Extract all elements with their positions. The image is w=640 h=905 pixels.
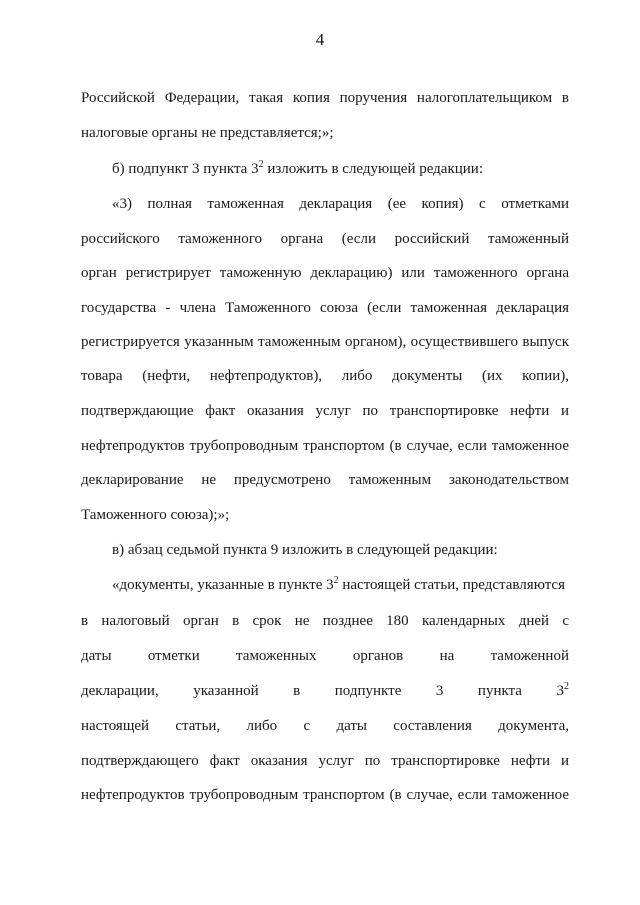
- text-line: орган регистрирует таможенную декларацию) или таможенного органа: [81, 265, 569, 281]
- text-line: в налоговый орган в срок не позднее 180 календарных дней с: [81, 613, 569, 629]
- text-line: нефтепродуктов трубопроводным транспортом (в случае, если таможенное: [81, 787, 569, 803]
- text-line: государства - члена Таможенного союза (если таможенная декларация: [81, 300, 569, 316]
- text-line: подтверждающие факт оказания услуг по транспортировке нефти и: [81, 403, 569, 419]
- line-part: настоящей статьи, представляются: [338, 577, 565, 593]
- text-line: налоговые органы не представляется;»;: [81, 125, 334, 141]
- text-line: регистрируется указанным таможенным органом), осуществившего выпуск: [81, 334, 569, 350]
- text-line: даты отметки таможенных органов на таможенной: [81, 648, 569, 664]
- superscript: 2: [258, 159, 264, 170]
- text-line: [112, 575, 569, 595]
- text-line: «3) полная таможенная декларация (ее копия) с отметками: [112, 196, 569, 212]
- text-line: настоящей статьи, либо с даты составления документа,: [81, 718, 569, 734]
- text-line: [81, 681, 569, 701]
- text-line: декларирование не предусмотрено таможенным законодательством: [81, 472, 569, 488]
- text-line: Российской Федерации, такая копия поручения налогоплательщиком в: [81, 90, 569, 106]
- text-line: подтверждающего факт оказания услуг по транспортировке нефти и: [81, 753, 569, 769]
- text-line: нефтепродуктов трубопроводным транспортом (в случае, если таможенное: [81, 438, 569, 454]
- text-line: российского таможенного органа (если российский таможенный: [81, 231, 569, 247]
- line-part: б) подпункт 3 пункта 3: [112, 161, 259, 177]
- text-line: [112, 159, 569, 179]
- line-part: изложить в следующей редакции:: [263, 161, 484, 177]
- line-part: декларации, указанной в подпункте 3 пункта 3: [81, 683, 564, 699]
- superscript: 2: [564, 681, 569, 692]
- page-number: 4: [315, 30, 325, 49]
- text-line: Таможенного союза);»;: [81, 507, 230, 523]
- text-line: товара (нефти, нефтепродуктов), либо документы (их копии),: [81, 368, 569, 384]
- line-part: «документы, указанные в пункте 3: [112, 577, 334, 593]
- text-line: в) абзац седьмой пункта 9 изложить в следующей редакции:: [112, 542, 498, 558]
- superscript: 2: [333, 575, 339, 586]
